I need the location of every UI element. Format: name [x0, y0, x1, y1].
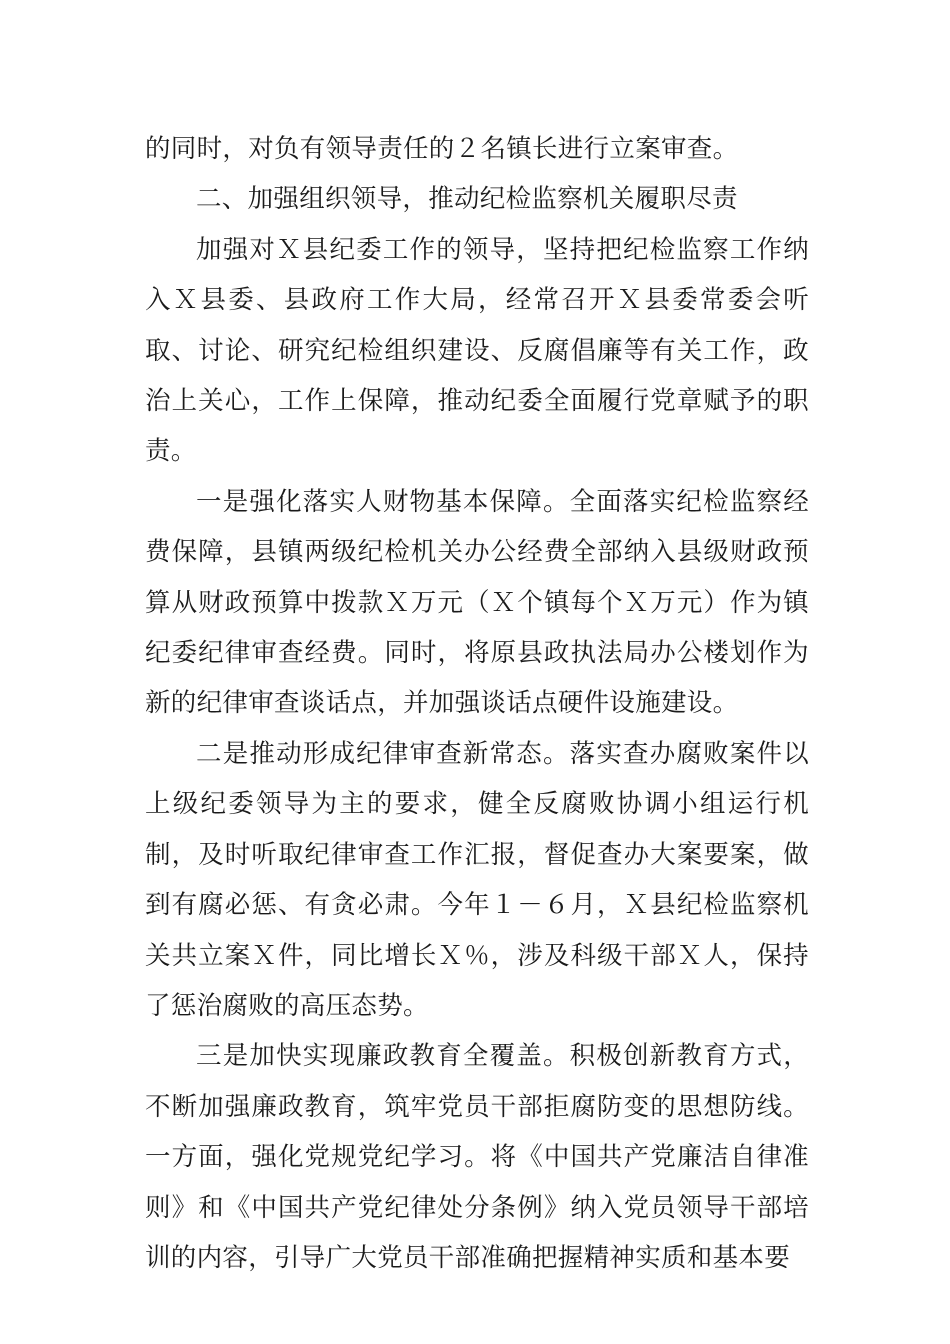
document-body — [145, 124, 809, 1283]
paragraph: 二是推动形成纪律审查新常态。落实查办腐败案件以上级纪委领导为主的要求，健全反腐败协调小组运行机制，及时听取纪律审查工作汇报，督促查办大案要案，做到有腐必惩、有贪必肃。今年１－６月，Ｘ县纪检监察机关共立案Ｘ件，同比增长Ｘ％，涉及科级干部Ｘ人，保持了惩治腐败的高压态势。 — [145, 738, 809, 1021]
paragraph: 三是加快实现廉政教育全覆盖。积极创新教育方式，不断加强廉政教育，筑牢党员干部拒腐防变的思想防线。一方面，强化党规党纪学习。将《中国共产党廉洁自律准则》和《中国共产党纪律处分条例》纳入党员领导干部培训的内容，引导广大党员干部准确把握精神实质和基本要 — [145, 1041, 809, 1273]
paragraph: 加强对Ｘ县纪委工作的领导，坚持把纪检监察工作纳入Ｘ县委、县政府工作大局，经常召开Ｘ县委常委会听取、讨论、研究纪检组织建设、反腐倡廉等有关工作，政治上关心，工作上保障，推动纪委全面履行党章赋予的职责。 — [145, 234, 809, 467]
paragraph-continuation: 的同时，对负有领导责任的２名镇长进行立案审查。 — [145, 134, 739, 164]
section-heading: 二、加强组织领导，推动纪检监察机关履职尽责 — [196, 184, 738, 215]
paragraph: 一是强化落实人财物基本保障。全面落实纪检监察经费保障，县镇两级纪检机关办公经费全部纳入县级财政预算从财政预算中拨款Ｘ万元（Ｘ个镇每个Ｘ万元）作为镇纪委纪律审查经费。同时，将原县政执法局办公楼划作为新的纪律审查谈话点，并加强谈话点硬件设施建设。 — [145, 486, 809, 719]
